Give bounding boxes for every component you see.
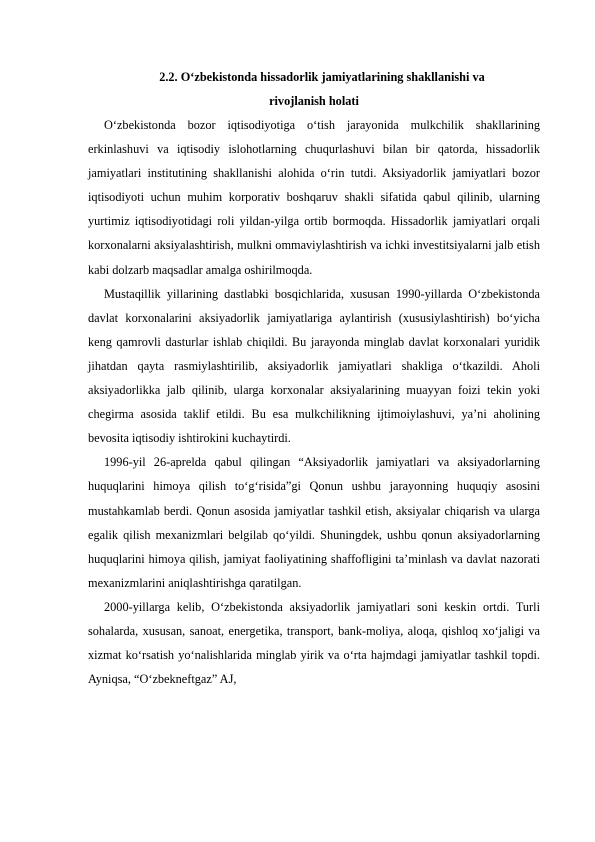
paragraph-4: 2000-yillarga kelib, O‘zbekistonda aksiyadorlik jamiyatlari soni keskin ortdi. Turli sohalarda, xususan, sanoat, energetika, transport, bank-moliya, aloqa, qishloq xo‘jaligi va xizmat ko‘rsatish yo‘nalishlarida minglab yirik va o‘rta hajmdagi jamiyatlar tashkil topdi. Ayniqsa, “O‘zbekneftgaz” AJ, <box>88 599 540 687</box>
document-page <box>88 0 540 691</box>
section-heading-line-1: 2.2. O‘zbekistonda hissadorlik jamiyatlarining shakllanishi va <box>159 70 485 84</box>
section-heading-line-2: rivojlanish holati <box>269 94 359 108</box>
paragraph-3: 1996-yil 26-aprelda qabul qilingan “Aksiyadorlik jamiyatlari va aksiyadorlarning huquqlarini himoya qilish to‘g‘risida”gi Qonun ushbu jarayonning huquqiy asosini mustahkamlab berdi. Qonun asosida jamiyatlar tashkil etish, aksiyalar chiqarish va ularga egalik qilish mexanizmlari belgilab qo‘yildi. Shuningdek, ushbu qonun aksiyadorlarning huquqlarini himoya qilish, jamiyat faoliyatining shaffofligini ta’minlash va davlat nazorati mexanizmlarini aniqlashtirishga qaratilgan. <box>88 455 540 590</box>
paragraph-2: Mustaqillik yillarining dastlabki bosqichlarida, xususan 1990-yillarda O‘zbekistonda davlat korxonalarini aksiyadorlik jamiyatlariga aylantirish (xususiylashtirish) bo‘yicha keng qamrovli dasturlar ishlab chiqildi. Bu jarayonda minglab davlat korxonalari yuridik jihatdan qayta rasmiylashtirilib, aksiyadorlik jamiyatlari shakliga o‘tkazildi. Aholi aksiyadorlikka jalb qilinib, ularga korxonalar aksiyalarining muayyan foizi tekin yoki chegirma asosida taklif etildi. Bu esa mulkchilikning ijtimoiylashuvi, ya’ni aholining bevosita iqtisodiy ishtirokini kuchaytirdi. <box>88 286 540 446</box>
section-heading <box>88 0 540 113</box>
paragraph-1: O‘zbekistonda bozor iqtisodiyotiga o‘tish jarayonida mulkchilik shakllarining erkinlashuvi va iqtisodiy islohotlarning chuqurlashuvi bilan bir qatorda, hissadorlik jamiyatlari institutining shakllanishi alohida o‘rin tutdi. Aksiyadorlik jamiyatlari bozor iqtisodiyoti uchun muhim korporativ boshqaruv shakli sifatida qabul qilinib, ularning yurtimiz iqtisodiyotidagi roli yildan-yilga ortib bormoqda. Hissadorlik jamiyatlari orqali korxonalarni aksiyalashtirish, mulkni ommaviylashtirish va ichki investitsiyalarni jalb etish kabi dolzarb maqsadlar amalga oshirilmoqda. <box>88 118 540 277</box>
